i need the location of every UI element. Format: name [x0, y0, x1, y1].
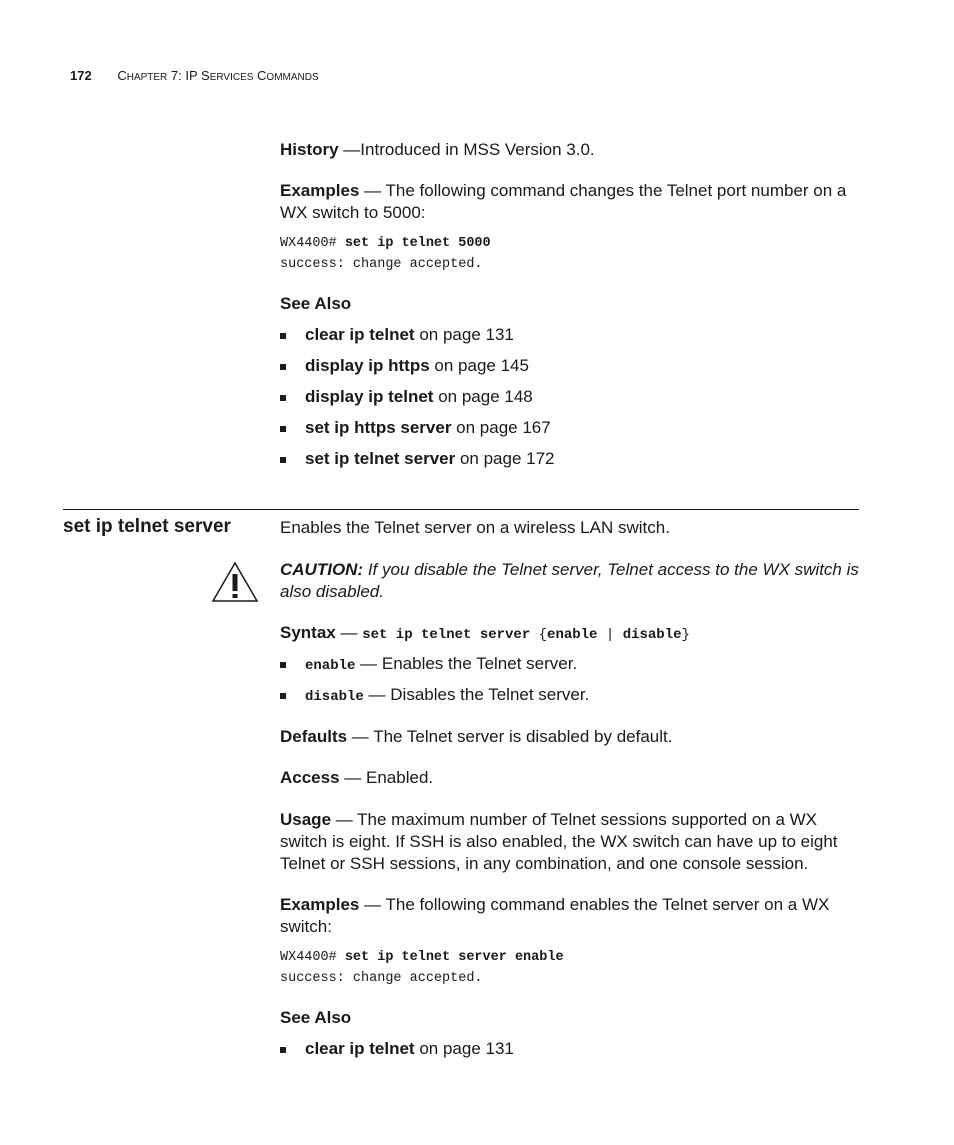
code-example: WX4400# set ip telnet 5000 success: change accepted.	[280, 236, 491, 272]
syntax-option: disable — Disables the Telnet server.	[280, 684, 589, 708]
section-divider	[63, 509, 859, 510]
access-paragraph: Access — Enabled.	[280, 768, 434, 787]
see-also-item[interactable]: clear ip telnet on page 131	[280, 324, 514, 346]
see-also-item[interactable]: set ip https server on page 167	[280, 417, 551, 439]
see-also-item[interactable]: set ip telnet server on page 172	[280, 448, 555, 470]
syntax-line: Syntax — set ip telnet server {enable | disable}	[280, 623, 690, 643]
examples-paragraph: Examples — The following command changes the Telnet port number on a WX switch to 5000:	[280, 181, 847, 222]
section-title: set ip telnet server	[63, 516, 231, 537]
running-header	[70, 68, 319, 83]
page-number: 172	[70, 68, 92, 83]
history-paragraph: History —Introduced in MSS Version 3.0.	[280, 140, 595, 159]
warning-triangle-icon	[211, 561, 259, 603]
see-also-item[interactable]: display ip telnet on page 148	[280, 386, 533, 408]
defaults-paragraph: Defaults — The Telnet server is disabled by default.	[280, 727, 673, 746]
chapter-title: CHAPTER 7: IP SERVICES COMMANDS	[117, 68, 319, 83]
examples-paragraph: Examples — The following command enables the Telnet server on a WX switch:	[280, 895, 830, 936]
see-also-heading: See Also	[280, 1008, 352, 1027]
usage-paragraph: Usage — The maximum number of Telnet sessions supported on a WX switch is eight. If SSH is also enabled, the WX switch can have up to eight Telnet or SSH sessions, in any combination, and one console session.	[280, 810, 838, 873]
see-also-heading: See Also	[280, 294, 352, 313]
caution-note: CAUTION: If you disable the Telnet server, Telnet access to the WX switch is also disabled.	[280, 560, 859, 601]
see-also-item[interactable]: display ip https on page 145	[280, 355, 529, 377]
syntax-option: enable — Enables the Telnet server.	[280, 653, 577, 677]
code-example: WX4400# set ip telnet server enable success: change accepted.	[280, 950, 564, 986]
section-intro: Enables the Telnet server on a wireless LAN switch.	[280, 518, 670, 537]
see-also-item[interactable]: clear ip telnet on page 131	[280, 1038, 514, 1060]
